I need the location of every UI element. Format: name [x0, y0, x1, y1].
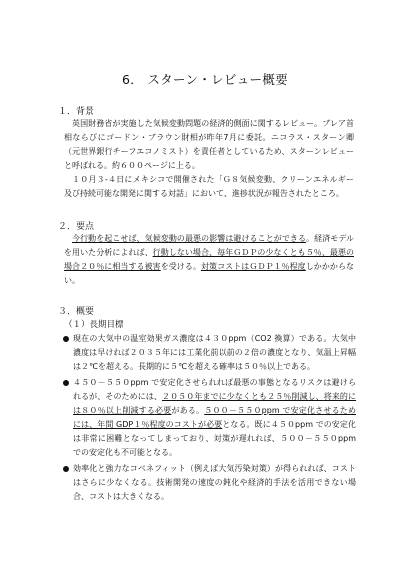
overview-bullet-item [62, 462, 356, 504]
bullet-text: となる。既に４５０ppm での安定化は非常に困難となってしまっており、対策が遅れれば、５００－５５０ppm での安定化も不可能となる。 [73, 420, 356, 457]
key-points-underlined-text: 今行動を起こせば、気候変動の最悪の影響は避けることができる [72, 234, 307, 243]
background-paragraph-1: 英国財務省が実施した気候変動問題の経済的側面に関するレビュー。ブレア首相ならびにゴードン・ブラウン財相が昨年7月に委託。ニコラス・スターン卿（元世界銀行チーフエコノミスト）を責任者としているため、スターンレビューと呼ばれる。約６００ページに上る。 [64, 119, 354, 170]
bullet-text: ４５０－５５０ppm で安定化させられれば最悪の事態となるリスクは避けられるが、そのためには、 [73, 378, 356, 401]
overview-bullet-item [62, 332, 356, 374]
overview-bullet-list [62, 332, 356, 506]
bullet-underlined-text: ５００－５５０ppm で安定化させるためには、年間 GDP１％程度のコストが必要 [73, 406, 356, 429]
key-points-underlined-text: 行動しない場合、毎年ＧＤＰの少なくとも５％、最悪の場合２０％に相当する被害 [64, 248, 355, 271]
background-paragraph-2: １０月３-４日にメキシコで開催された「Ｇ８気候変動、クリーンエネルギー及び持続可能な開発に関する対話」において、進捗状況が報告されたところ。 [64, 175, 354, 198]
key-points-text: しかかからない。 [64, 262, 355, 285]
section-heading-background: １．背景 [58, 107, 95, 117]
document-title: 6． スターン・レビュー概要 [122, 72, 288, 87]
bullet-underlined-text: ２０５０年までに少なくとも２５％削減し、将来的には８０％以上削減する必要 [73, 392, 357, 415]
key-points-paragraph [64, 232, 354, 288]
section-heading-overview: ３．概要 [58, 307, 95, 317]
key-points-underlined-text: 対策コストはＧＤＰ１％程度 [200, 262, 306, 271]
overview-bullet-item [62, 376, 356, 460]
bullet-text: 効率化と強力なコベネフィット（例えば大気汚染対策）が得られれば、コストはさらに少なくなる。技術開発の速度の鈍化や経済的手法を活用できない場合、コストは大きくなる。 [73, 464, 356, 501]
key-points-text: を受ける。 [160, 262, 201, 271]
bullet-text: 現在の大気中の温室効果ガス濃度は４３０ppm（CO2 換算）である。大気中濃度は早ければ２０３５年には工業化前以前の２倍の濃度となり、気温上昇幅は２℃を超える。長期的に５℃を超える確率は５０％以上である。 [73, 334, 356, 371]
bullet-text: がある。 [171, 406, 205, 415]
subheading-long-term-target: （１）長期目標 [64, 320, 124, 330]
key-points-text: 。経済モデルを用いた分析によれば、 [64, 234, 354, 257]
section-heading-key-points: ２．要点 [58, 222, 95, 232]
